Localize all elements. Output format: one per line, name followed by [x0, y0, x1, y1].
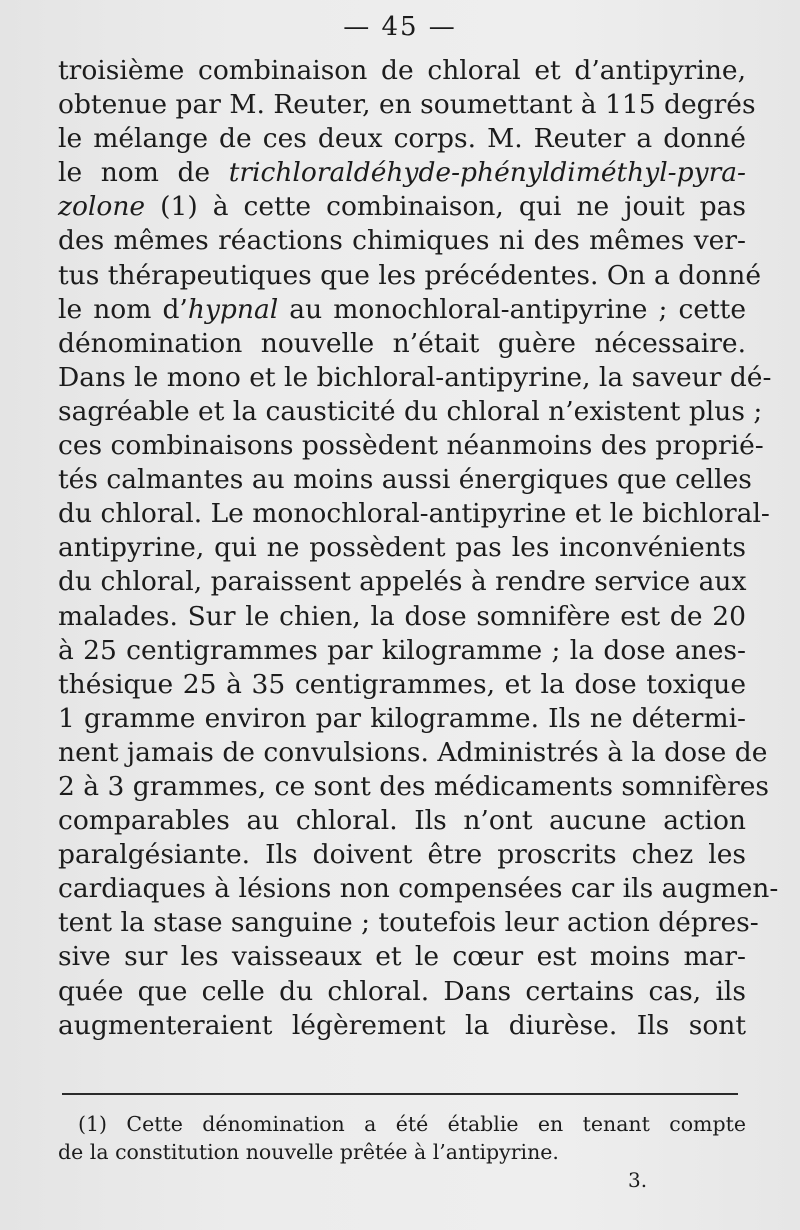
chemical-name-italic: trichloraldéhyde-phényldiméthyl-pyra-	[228, 157, 746, 189]
text-line	[58, 293, 746, 327]
text-line: tus thérapeutiques que les précédentes. On a donné	[58, 259, 762, 291]
term-italic: hypnal	[187, 293, 279, 325]
text-line: malades. Sur le chien, la dose somnifère est de 20	[58, 600, 746, 632]
text-line: ces combinaisons possèdent néanmoins des proprié-	[58, 430, 764, 462]
text-line: 2 à 3 grammes, ce sont des médicaments somnifères	[58, 770, 770, 802]
footnote-line: de la constitution nouvelle prêtée à l’antipyrine.	[58, 1140, 559, 1164]
text-line: du chloral, paraissent appelés à rendre service aux	[58, 566, 747, 598]
text-segment: (1) à cette combinaison, qui ne jouit pas	[145, 191, 746, 223]
text-line: sive sur les vaisseaux et le cœur est moins mar-	[58, 941, 746, 973]
text-line: sagréable et la causticité du chloral n’existent plus ;	[58, 395, 763, 427]
text-segment: le nom d’	[58, 293, 188, 325]
text-line: cardiaques à lésions non compensées car ils augmen-	[58, 873, 779, 905]
text-line: thésique 25 à 35 centigrammes, et la dose toxique	[58, 668, 746, 700]
chemical-name-italic: zolone	[58, 191, 146, 223]
text-line: Dans le mono et le bichloral-antipyrine, la saveur dé-	[58, 361, 772, 393]
signature-mark: 3.	[628, 1168, 648, 1192]
footnote-divider	[62, 1093, 738, 1095]
text-line: quée que celle du chloral. Dans certains cas, ils	[58, 975, 746, 1007]
text-line: des mêmes réactions chimiques ni des mêmes ver-	[58, 225, 746, 257]
text-line: augmenteraient légèrement la diurèse. Ils sont	[58, 1009, 746, 1041]
text-line	[58, 156, 746, 190]
text-line: le mélange de ces deux corps. M. Reuter a donné	[58, 123, 746, 155]
text-line: paralgésiante. Ils doivent être proscrits chez les	[58, 839, 746, 871]
body-text	[58, 54, 779, 1043]
text-line: antipyrine, qui ne possèdent pas les inconvénients	[58, 532, 746, 564]
footnote	[58, 1110, 746, 1166]
text-segment: le nom de	[58, 157, 229, 189]
text-line: à 25 centigrammes par kilogramme ; la dose anes-	[58, 634, 746, 666]
text-segment: au monochloral-antipyrine ; cette	[278, 293, 747, 325]
text-line: nent jamais de convulsions. Administrés à la dose de	[58, 736, 768, 768]
footnote-line: (1) Cette dénomination a été établie en tenant compte	[78, 1112, 746, 1136]
page-number: — 45 —	[343, 12, 457, 42]
text-line: obtenue par M. Reuter, en soumettant à 115 degrés	[58, 89, 756, 121]
text-line: du chloral. Le monochloral-antipyrine et le bichloral-	[58, 498, 770, 530]
text-line: 1 gramme environ par kilogramme. Ils ne détermi-	[58, 702, 746, 734]
text-line: dénomination nouvelle n’était guère nécessaire.	[58, 327, 746, 359]
text-line: comparables au chloral. Ils n’ont aucune action	[58, 805, 746, 837]
text-line	[58, 190, 746, 224]
text-line: tent la stase sanguine ; toutefois leur action dépres-	[58, 907, 759, 939]
text-line: tés calmantes au moins aussi énergiques que celles	[58, 464, 752, 496]
text-line: troisième combinaison de chloral et d’antipyrine,	[58, 55, 746, 86]
